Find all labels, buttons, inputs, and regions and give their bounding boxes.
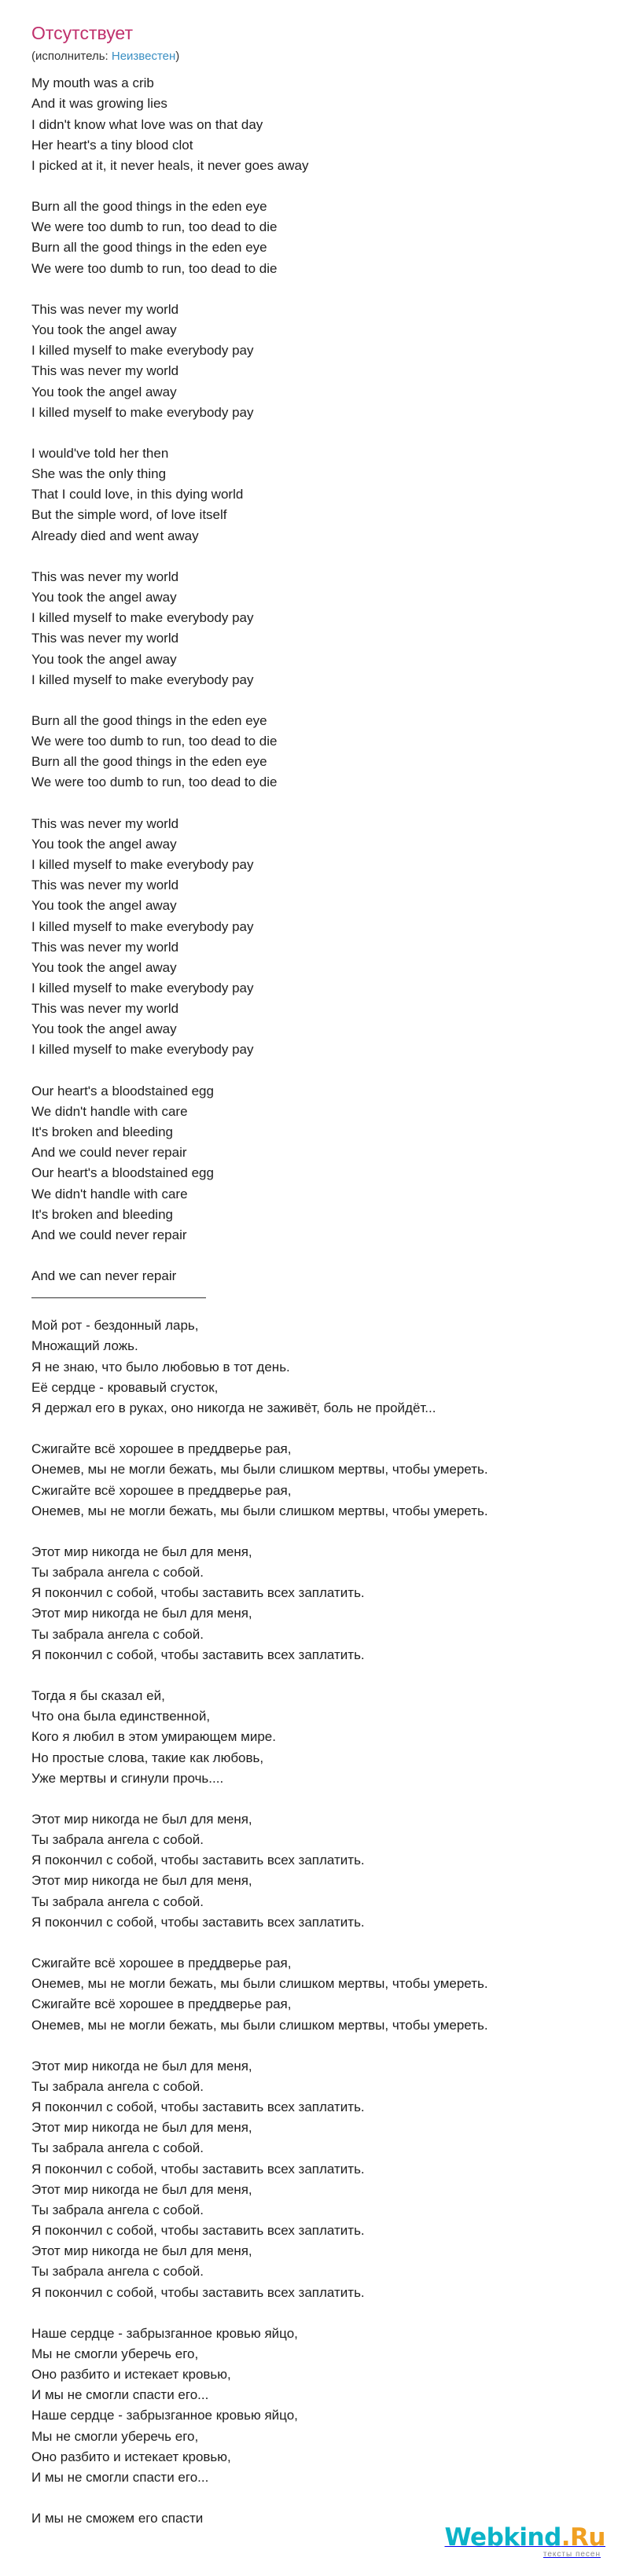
- original-line: I killed myself to make everybody pay: [31, 404, 254, 420]
- original-line: This was never my world: [31, 1001, 179, 1017]
- translation-line: Этот мир никогда не был для меня,: [31, 1544, 252, 1559]
- translation-line: Наше сердце - забрызганное кровью яйцо,: [31, 2408, 298, 2423]
- original-line: It's broken and bleeding: [31, 1124, 173, 1140]
- original-line: Her heart's a tiny blood clot: [31, 137, 193, 153]
- translation-line: Этот мир никогда не был для меня,: [31, 2181, 252, 2197]
- original-line: I killed myself to make everybody pay: [31, 610, 254, 626]
- original-line: You took the angel away: [31, 1021, 177, 1037]
- original-line: We were too dumb to run, too dead to die: [31, 775, 278, 790]
- song-title: Отсутствует: [31, 23, 133, 43]
- original-line: You took the angel away: [31, 322, 177, 338]
- translation-line: И мы не смогли спасти его...: [31, 2387, 209, 2403]
- translation-line: Ты забрала ангела с собой.: [31, 1565, 204, 1581]
- artist-link[interactable]: Неизвестен: [111, 50, 176, 64]
- original-line: This was never my world: [31, 569, 179, 584]
- translation-line: Я покончил с собой, чтобы заставить всех заплатить.: [31, 2284, 365, 2300]
- translation-line: Онемев, мы не могли бежать, мы были слишком мертвы, чтобы умереть.: [31, 1503, 488, 1518]
- translation-line: Я покончил с собой, чтобы заставить всех заплатить.: [31, 1914, 365, 1930]
- translation-line: Её сердце - кровавый сгусток,: [31, 1379, 219, 1395]
- original-line: Burn all the good things in the eden eye: [31, 754, 267, 770]
- translation-stanza: [31, 1809, 598, 1933]
- original-stanza: [31, 443, 598, 546]
- translation-stanza: [31, 1953, 598, 2036]
- translation-line: Онемев, мы не могли бежать, мы были слишком мертвы, чтобы умереть.: [31, 1976, 488, 1992]
- translation-line: Ты забрала ангела с собой.: [31, 1893, 204, 1909]
- original-line: But the simple word, of love itself: [31, 507, 227, 523]
- translation-line: Сжигайте всё хорошее в преддверье рая,: [31, 1996, 292, 2012]
- original-lyrics: [31, 73, 598, 1286]
- translation-line: Оно разбито и истекает кровью,: [31, 2367, 231, 2383]
- original-stanza: [31, 567, 598, 690]
- translation-line: Уже мертвы и сгинули прочь....: [31, 1770, 224, 1786]
- logo-main-text: Webkind: [444, 2523, 561, 2552]
- original-line: My mouth was a crib: [31, 75, 154, 91]
- translation-line: Я покончил с собой, чтобы заставить всех заплатить.: [31, 2099, 365, 2115]
- translation-line: Тогда я бы сказал ей,: [31, 1688, 165, 1704]
- original-stanza: [31, 711, 598, 793]
- translation-line: Я покончил с собой, чтобы заставить всех заплатить.: [31, 1647, 365, 1662]
- translation-line: Кого я любил в этом умирающем мире.: [31, 1729, 276, 1745]
- translation-line: Онемев, мы не могли бежать, мы были слишком мертвы, чтобы умереть.: [31, 1462, 488, 1478]
- original-line: And we can never repair: [31, 1268, 177, 1284]
- artist-suffix: ): [175, 50, 180, 64]
- translation-line: Ты забрала ангела с собой.: [31, 2140, 204, 2156]
- artist-line: [31, 48, 598, 65]
- translation-line: Я покончил с собой, чтобы заставить всех заплатить.: [31, 1585, 365, 1601]
- original-line: This was never my world: [31, 631, 179, 646]
- original-stanza: [31, 300, 598, 423]
- logo-tld-text: .Ru: [561, 2523, 605, 2552]
- translation-line: Я не знаю, что было любовью в тот день.: [31, 1359, 290, 1374]
- translation-line: Что она была единственной,: [31, 1709, 211, 1724]
- original-line: I killed myself to make everybody pay: [31, 343, 254, 359]
- original-line: This was never my world: [31, 939, 179, 955]
- original-line: Burn all the good things in the eden eye: [31, 712, 267, 728]
- translation-line: Я покончил с собой, чтобы заставить всех заплатить.: [31, 1853, 365, 1868]
- original-line: And we could never repair: [31, 1145, 187, 1161]
- original-line: You took the angel away: [31, 898, 177, 914]
- original-line: This was never my world: [31, 363, 179, 379]
- original-line: You took the angel away: [31, 836, 177, 852]
- translation-line: Я покончил с собой, чтобы заставить всех заплатить.: [31, 2223, 365, 2239]
- translation-line: Наше сердце - забрызганное кровью яйцо,: [31, 2325, 298, 2341]
- translation-line: Но простые слова, такие как любовь,: [31, 1750, 264, 1765]
- original-line: Already died and went away: [31, 528, 199, 543]
- original-line: It's broken and bleeding: [31, 1206, 173, 1222]
- translation-line: Сжигайте всё хорошее в преддверье рая,: [31, 1441, 292, 1457]
- translation-line: Этот мир никогда не был для меня,: [31, 1873, 252, 1889]
- translation-line: Этот мир никогда не был для меня,: [31, 1606, 252, 1621]
- original-line: You took the angel away: [31, 651, 177, 667]
- translation-line: Мой рот - бездонный ларь,: [31, 1318, 199, 1334]
- original-line: She was the only thing: [31, 466, 167, 482]
- translation-line: Мы не смогли уберечь его,: [31, 2428, 199, 2444]
- lyrics-divider: [31, 1297, 206, 1298]
- translation-stanza: [31, 1542, 598, 1665]
- translation-line: Этот мир никогда не был для меня,: [31, 2243, 252, 2259]
- original-line: I killed myself to make everybody pay: [31, 918, 254, 934]
- translation-line: Ты забрала ангела с собой.: [31, 2264, 204, 2280]
- original-stanza: [31, 814, 598, 1061]
- original-line: We didn't handle with care: [31, 1186, 188, 1202]
- original-stanza: [31, 1266, 598, 1286]
- original-line: We were too dumb to run, too dead to die: [31, 219, 278, 235]
- original-line: Our heart's a bloodstained egg: [31, 1083, 214, 1098]
- translation-line: Этот мир никогда не был для меня,: [31, 1811, 252, 1827]
- original-stanza: [31, 197, 598, 279]
- original-line: I killed myself to make everybody pay: [31, 980, 254, 995]
- webkind-logo[interactable]: [444, 2523, 605, 2559]
- original-line: I picked at it, it never heals, it never goes away: [31, 157, 309, 173]
- artist-prefix: (исполнитель:: [31, 50, 112, 64]
- translation-line: Я держал его в руках, оно никогда не заживёт, боль не пройдёт...: [31, 1400, 436, 1415]
- translation-stanza: [31, 1686, 598, 1789]
- original-stanza: [31, 73, 598, 176]
- original-line: And we could never repair: [31, 1227, 187, 1242]
- original-line: This was never my world: [31, 878, 179, 893]
- original-line: Burn all the good things in the eden eye: [31, 240, 267, 256]
- translation-line: Ты забрала ангела с собой.: [31, 1626, 204, 1642]
- original-line: We were too dumb to run, too dead to die: [31, 260, 278, 276]
- translation-line: И мы не смогли спасти его...: [31, 2469, 209, 2485]
- translation-line: Мы не смогли уберечь его,: [31, 2346, 199, 2361]
- lyrics-block: [31, 73, 598, 2529]
- original-line: I killed myself to make everybody pay: [31, 857, 254, 873]
- original-line: I would've told her then: [31, 445, 169, 461]
- original-line: This was never my world: [31, 301, 179, 317]
- original-line: We didn't handle with care: [31, 1103, 188, 1119]
- original-line: I killed myself to make everybody pay: [31, 672, 254, 687]
- logo-wordmark: [444, 2523, 605, 2552]
- original-line: You took the angel away: [31, 590, 177, 605]
- original-line: Our heart's a bloodstained egg: [31, 1165, 214, 1181]
- original-line: We were too dumb to run, too dead to die: [31, 734, 278, 749]
- translation-line: Сжигайте всё хорошее в преддверье рая,: [31, 1956, 292, 1971]
- original-line: I killed myself to make everybody pay: [31, 1042, 254, 1058]
- translation-line: Ты забрала ангела с собой.: [31, 2078, 204, 2094]
- original-line: And it was growing lies: [31, 96, 167, 112]
- translation-lyrics: [31, 1316, 598, 2529]
- translation-line: И мы не сможем его спасти: [31, 2511, 204, 2526]
- original-line: You took the angel away: [31, 384, 177, 399]
- original-line: This was never my world: [31, 815, 179, 831]
- translation-line: Ты забрала ангела с собой.: [31, 1832, 204, 1848]
- translation-line: Я покончил с собой, чтобы заставить всех заплатить.: [31, 2161, 365, 2177]
- original-line: I didn't know what love was on that day: [31, 116, 263, 132]
- translation-line: Ты забрала ангела с собой.: [31, 2202, 204, 2217]
- translation-line: Этот мир никогда не был для меня,: [31, 2120, 252, 2136]
- original-line: You took the angel away: [31, 959, 177, 975]
- translation-stanza: [31, 2056, 598, 2303]
- original-stanza: [31, 1081, 598, 1246]
- translation-stanza: [31, 1316, 598, 1419]
- logo-tagline: тексты песен: [543, 2550, 601, 2559]
- original-line: That I could love, in this dying world: [31, 487, 244, 502]
- translation-line: Онемев, мы не могли бежать, мы были слишком мертвы, чтобы умереть.: [31, 2017, 488, 2033]
- translation-stanza: [31, 1439, 598, 1522]
- translation-line: Множащий ложь.: [31, 1338, 138, 1354]
- translation-line: Сжигайте всё хорошее в преддверье рая,: [31, 1482, 292, 1498]
- translation-stanza: [31, 2324, 598, 2488]
- original-line: Burn all the good things in the eden eye: [31, 199, 267, 215]
- translation-line: Оно разбито и истекает кровью,: [31, 2449, 231, 2464]
- translation-line: Этот мир никогда не был для меня,: [31, 2058, 252, 2074]
